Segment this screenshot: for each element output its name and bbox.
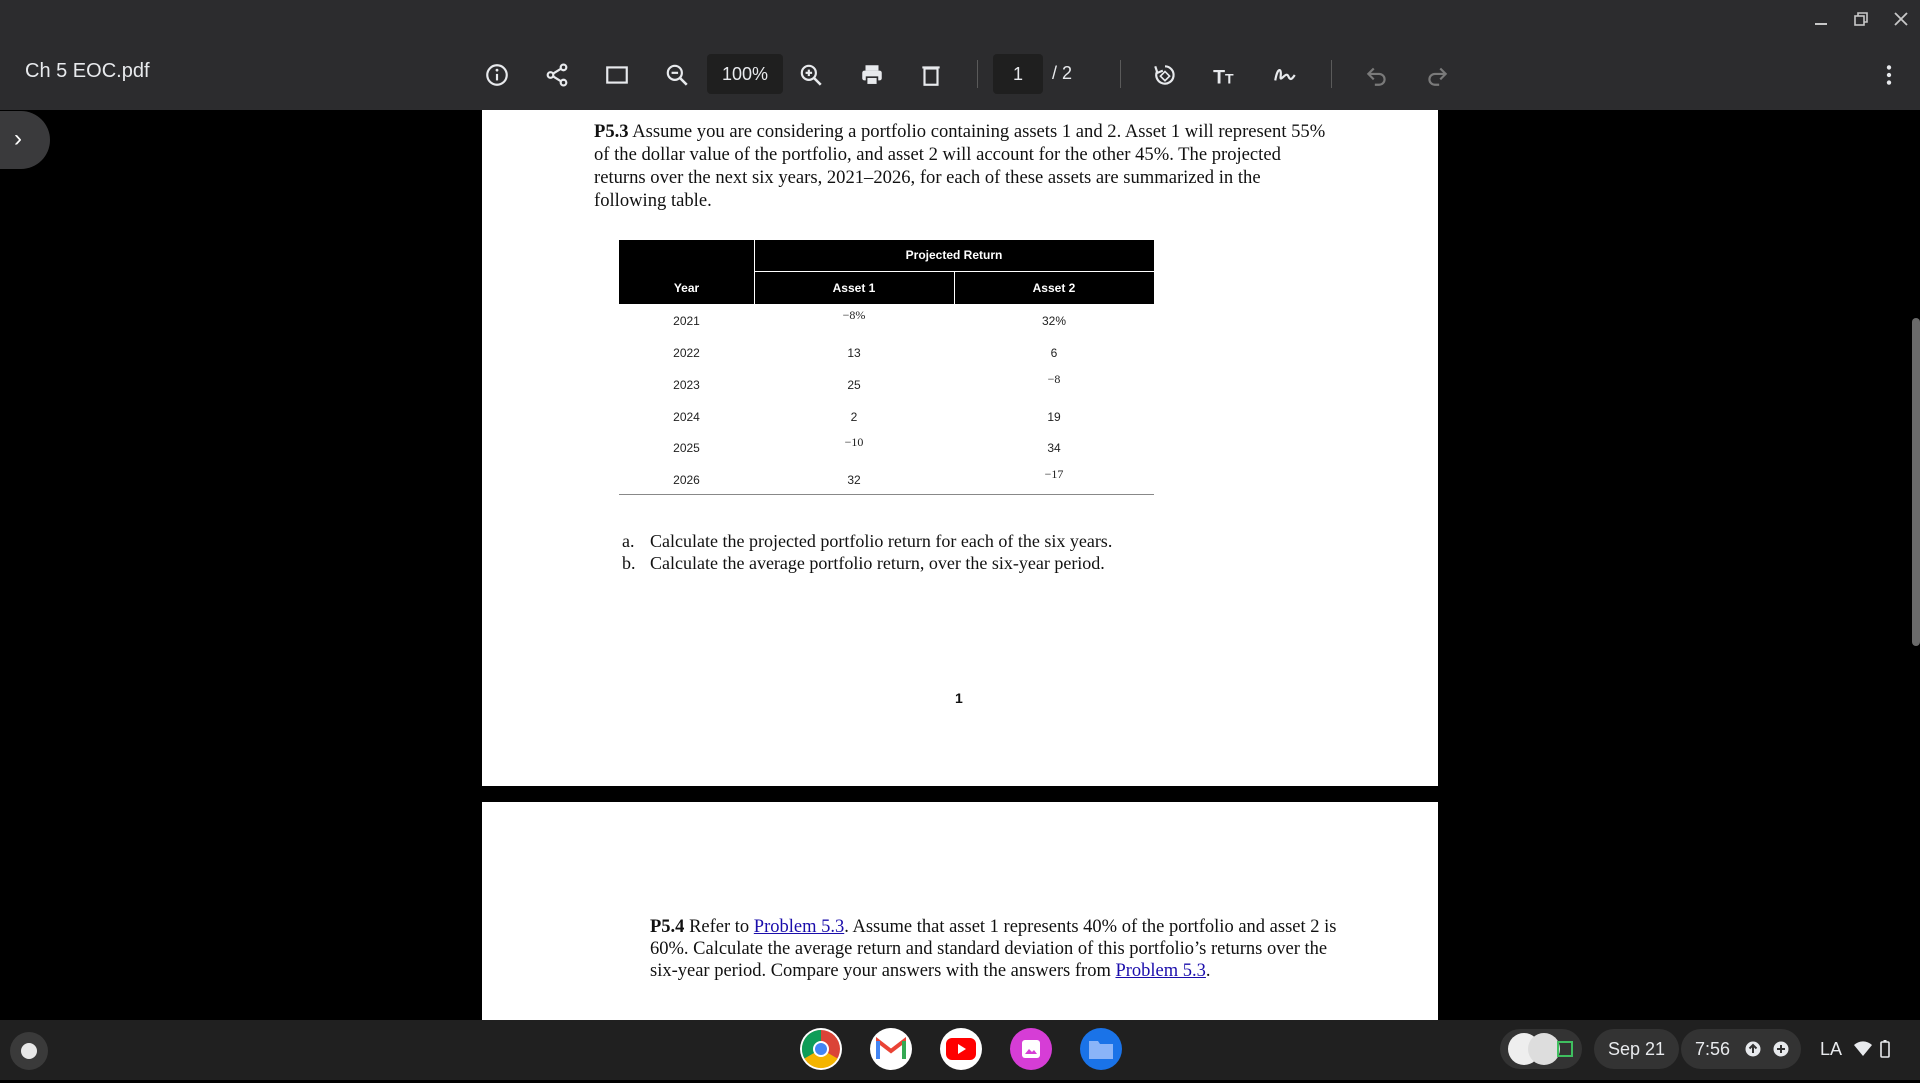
text-size-icon[interactable] [1208,58,1242,92]
clock-time: 7:56 [1695,1039,1731,1059]
table-cell-asset-2: −17 [1044,467,1064,481]
column-header-year: Year [673,281,700,295]
table-cell-asset-1: −10 [844,435,864,449]
table-cell-asset-2: 19 [1047,410,1061,424]
share-icon[interactable] [540,58,574,92]
problem-body: . Assume that asset 1 represents 40% of the portfolio and asset 2 is 60%. Calculate the average return and standard deviation of this portfolio’s returns over the six-year period. Compare your answers with the answers from [650,917,1337,981]
question-a [622,531,1112,552]
problem-body: Assume you are considering a portfolio containing assets 1 and 2. Asset 1 will represent 55% of the dollar value of the portfolio, and asset 2 will account for the other 45%. The projected returns over the next six years, 2021–2026, for each of these assets are summarized in the following table. [594,121,1326,211]
pdf-page-2 [482,802,1438,1020]
time-status-pill[interactable] [1681,1029,1801,1069]
youtube-icon[interactable] [940,1028,982,1070]
svg-text:T: T [1225,70,1234,87]
close-icon[interactable] [1886,8,1916,34]
table-cell-asset-2: 34 [1047,441,1061,455]
question-a-text: Calculate the projected portfolio return for each of the six years. [650,531,1113,551]
rotate-icon[interactable] [1148,58,1182,92]
annotate-icon[interactable] [1268,58,1302,92]
svg-text:T: T [1213,66,1226,88]
toolbar-divider [1331,60,1332,88]
date-pill[interactable]: Sep 21 [1594,1029,1679,1069]
problem-5-4-text [650,916,1350,982]
toolbar-divider [977,60,978,88]
restore-icon[interactable] [1846,8,1876,34]
pdf-page-1 [482,110,1438,786]
add-circle-icon [1773,1041,1789,1057]
table-cell-asset-1: 32 [847,473,861,487]
question-b [622,553,1105,574]
toolbar-divider [1120,60,1121,88]
table-cell-year: 2023 [673,378,700,392]
column-header-asset-2: Asset 2 [1032,281,1076,295]
system-shelf [0,1020,1920,1080]
gallery-icon[interactable] [1010,1028,1052,1070]
gmail-icon[interactable] [870,1028,912,1070]
table-cell-year: 2025 [673,441,700,455]
problem-5-3-text [594,120,1334,212]
pdf-toolbar [0,0,1920,110]
fit-page-icon[interactable] [600,58,634,92]
info-icon[interactable] [480,58,514,92]
table-cell-asset-2: 32% [1041,314,1067,328]
launcher-icon[interactable] [10,1032,48,1070]
table-cell-year: 2026 [673,473,700,487]
vertical-scrollbar[interactable] [1912,318,1920,646]
document-title: Ch 5 EOC.pdf [25,60,150,82]
zoom-out-icon[interactable] [660,58,694,92]
table-cell-asset-1: 13 [847,346,861,360]
print-icon[interactable] [855,58,889,92]
files-icon[interactable] [1080,1028,1122,1070]
problem-5-3-link[interactable]: Problem 5.3 [1115,961,1206,981]
problem-label: P5.4 [650,917,685,937]
question-b-label: b. [622,553,636,573]
system-tray[interactable] [1806,1029,1906,1069]
table-cell-asset-1: 25 [847,378,861,392]
undo-icon[interactable] [1360,58,1394,92]
page-total: / 2 [1052,63,1073,83]
page-number-input[interactable]: 1 [993,54,1043,94]
column-header-asset-1: Asset 1 [832,281,876,295]
table-cell-asset-1: −8% [842,308,866,322]
zoom-in-icon[interactable] [794,58,828,92]
battery-icon [1880,1040,1890,1058]
table-cell-year: 2024 [673,410,700,424]
tote-holding-space-icon[interactable] [1500,1029,1582,1069]
input-locale: LA [1820,1039,1843,1059]
minimize-icon[interactable] [1806,8,1836,34]
chevron-right-icon[interactable]: › [0,111,50,169]
table-bottom-rule [619,494,1154,495]
page-number-footer: 1 [955,690,963,706]
table-cell-year: 2022 [673,346,700,360]
zoom-level-field[interactable]: 100% [707,54,783,94]
more-icon[interactable] [1872,58,1906,92]
chrome-icon[interactable] [800,1028,842,1070]
upload-icon [1745,1041,1761,1057]
problem-body: . [1205,961,1211,981]
question-b-text: Calculate the average portfolio return, over the six-year period. [650,553,1105,573]
delete-icon[interactable] [914,58,948,92]
table-cell-asset-2: 6 [1050,346,1058,360]
table-cell-asset-2: −8 [1047,372,1061,386]
table-cell-year: 2021 [673,314,700,328]
redo-icon[interactable] [1420,58,1454,92]
question-a-label: a. [622,531,635,551]
problem-label: P5.3 [594,121,629,142]
group-header: Projected Return [905,248,1003,262]
wifi-icon [1854,1041,1872,1057]
table-cell-asset-1: 2 [850,410,858,424]
problem-5-3-link[interactable]: Problem 5.3 [753,917,845,937]
problem-body: Refer to [684,917,754,937]
